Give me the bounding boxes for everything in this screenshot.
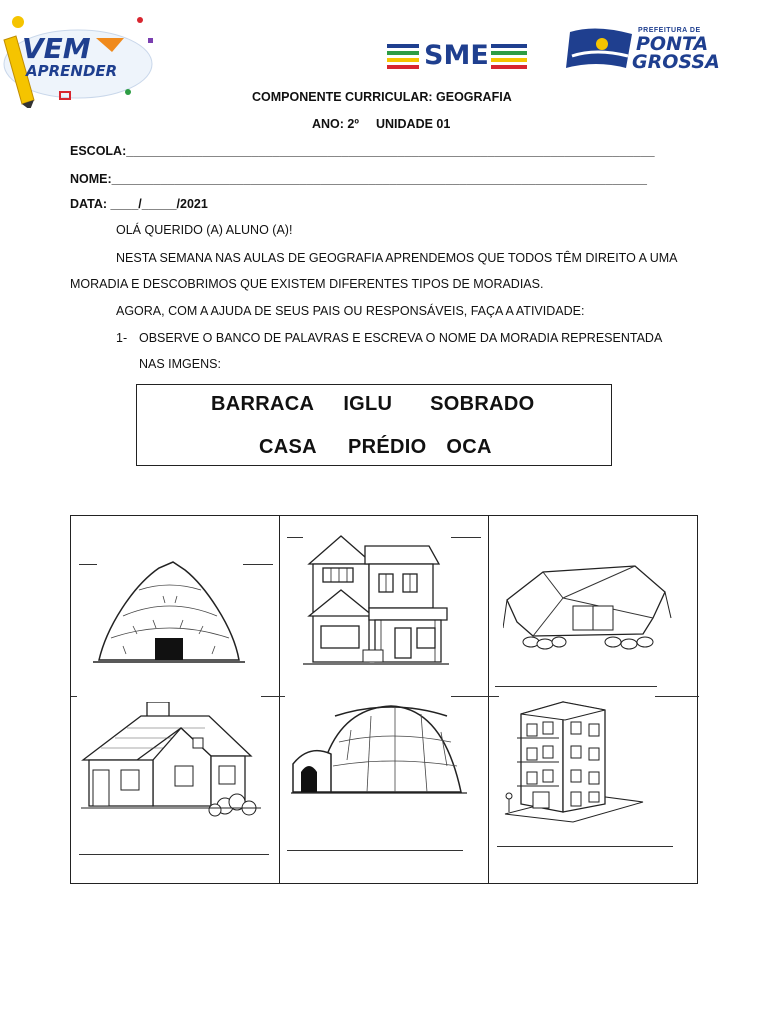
word-bank-row-2 [259,436,492,459]
sme-stripes-right-icon [491,42,527,72]
flag-icon [566,26,636,72]
word-bank [136,384,612,466]
word-bank-row-1 [211,393,535,416]
greeting: OLÁ QUERIDO (A) ALUNO (A)! [116,223,293,237]
answer-line-oca-right[interactable] [243,564,273,565]
unidade-label: UNIDADE 01 [376,117,451,131]
word-barraca: BARRACA [211,393,314,415]
word-oca: OCA [446,436,492,458]
casa-icon [81,702,263,826]
word-sobrado: SOBRADO [430,393,535,415]
vem-text: VEM [22,32,91,65]
answer-mark-1 [71,696,77,697]
paragraph-1-line-2: MORADIA E DESCOBRIMOS QUE EXISTEM DIFERENTES TIPOS DE MORADIAS. [70,277,544,291]
answer-line-barraca[interactable] [495,686,657,687]
sme-logo [387,42,527,72]
answer-mark-4 [655,696,699,697]
question-number: 1- [116,331,128,345]
grid-divider-1 [279,516,280,883]
answer-line-predio[interactable] [497,846,673,847]
sme-text: SME [424,40,489,71]
word-iglu: IGLU [343,393,393,415]
grossa-text: GROSSA [632,51,720,73]
question-1-line-2: NAS IMGENS: [139,357,221,371]
answer-line-sobrado-right[interactable] [451,537,481,538]
prefeitura-text: PREFEITURA DE [638,27,701,34]
grid-divider-2 [488,516,489,883]
answer-mark-2 [261,696,285,697]
question-1-line-1: OBSERVE O BANCO DE PALAVRAS E ESCREVA O NOME DA MORADIA REPRESENTADA [139,331,663,345]
answer-mark-3 [451,696,499,697]
vem-aprender-logo [0,8,160,108]
image-grid [70,515,698,884]
aprender-text: APRENDER [26,62,118,80]
iglu-icon [291,702,471,802]
answer-line-casa[interactable] [79,854,269,855]
answer-line-sobrado-left[interactable] [287,537,303,538]
barraca-icon [503,558,673,654]
ano-label: ANO: 2º [312,117,359,131]
escola-field[interactable]: ESCOLA:____________________________________________________________________________ [70,144,655,158]
componente-curricular: COMPONENTE CURRICULAR: GEOGRAFIA [252,90,512,104]
word-casa: CASA [259,436,317,458]
answer-line-iglu[interactable] [287,850,463,851]
ponta-text: PONTA [636,33,709,55]
predio-icon [503,694,645,826]
paragraph-1-line-1: NESTA SEMANA NAS AULAS DE GEOGRAFIA APRENDEMOS QUE TODOS TÊM DIREITO A UMA [116,251,678,265]
paragraph-2: AGORA, COM A AJUDA DE SEUS PAIS OU RESPONSÁVEIS, FAÇA A ATIVIDADE: [116,304,585,318]
sme-stripes-left-icon [387,42,419,72]
word-predio: PRÉDIO [348,436,427,458]
oca-icon [93,556,245,668]
nome-field[interactable]: NOME:_____________________________________________________________________________ [70,172,647,186]
sobrado-icon [303,534,449,670]
data-field[interactable]: DATA: ____/_____/2021 [70,197,208,211]
ponta-grossa-logo [566,26,720,74]
